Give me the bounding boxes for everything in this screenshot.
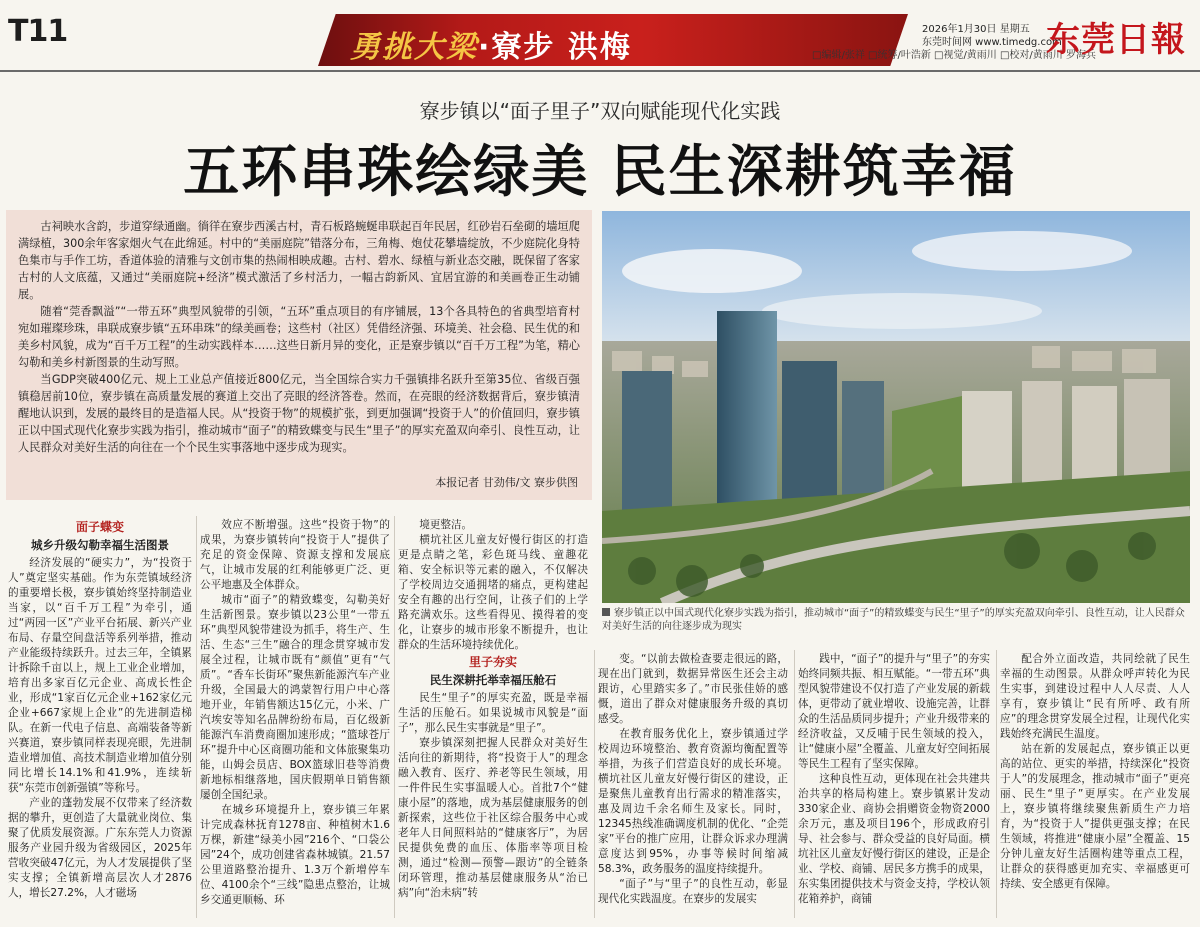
aerial-city-illustration xyxy=(602,211,1190,603)
body-paragraph: “面子”与“里子”的良性互动，彰显现代化实践温度。在寮步的发展实 xyxy=(598,878,788,905)
page-number: T11 xyxy=(8,14,68,49)
section-subheading-mianzi: 城乡升级勾勒幸福生活图景 xyxy=(31,538,169,552)
body-paragraph: 在城乡环境提升上，寮步镇三年累计完成森林抚育1278亩、种植树木1.6万棵，新建“绿美小园”216个、“口袋公园”24个，成功创建省森林城镇。21.57公里道路整治提升、1.3万个新增停车位、4100余个“三线”隐患点整治，让城乡交通更顺畅、环 xyxy=(200,804,390,906)
body-paragraph: 产业的蓬勃发展不仅带来了经济数据的攀升，更创造了大量就业岗位、集聚了优质发展资源。广东东莞人力资源服务产业园升级为省级园区，2025年营收突破47亿元，为人才发展提供了坚实支撑；全镇新增高层次人才2876人，增长27.2%，人才磁场 xyxy=(8,797,192,899)
body-paragraph: 横坑社区儿童友好慢行街区的打造更是点睛之笔，彩色斑马线、童趣花箱、安全标识等元素的融入，不仅解决了学校周边交通拥堵的痛点，更构建起安全有趣的出行空间，让孩子们的上学路充满欢乐。这些看得见、摸得着的变化，让寮步的城市形象不断提升，也让群众的生活环境持续优化。 xyxy=(398,534,588,651)
lead-text xyxy=(18,218,580,456)
aerial-city-photo xyxy=(602,211,1190,603)
column-divider xyxy=(594,650,595,918)
body-paragraph: 站在新的发展起点，寮步镇正以更高的站位、更实的举措，持续深化“投资于人”的发展理念，推动城市“面子”更亮丽、民生“里子”更厚实。在产业发展上，寮步镇将继续聚焦新质生产力培育，为“投资于人”提供更强支撑；在民生领域，将推进“健康小屋”全覆盖、15分钟儿童友好生活圈构建等重点工程，让群众的获得感更加充实、幸福感更可持续、安全感更有保障。 xyxy=(1000,743,1190,890)
body-column-3 xyxy=(398,518,588,920)
caption-marker-icon xyxy=(602,608,610,616)
body-paragraph: 践中，“面子”的提升与“里子”的夯实始终同频共振、相互赋能。“一带五环”典型风貌带建设不仅打造了产业发展的新载体，更带动了就业增收、设施完善，让群众的生活品质同步提升；产业升级带来的经济收益，又反哺于民生领域的投入，让“健康小屋”全覆盖、儿童友好空间拓展等民生工程有了坚实保障。 xyxy=(798,653,990,770)
body-paragraph: 境更整洁。 xyxy=(419,519,473,531)
header-divider xyxy=(0,70,1200,72)
section-subheading-lizi: 民生深耕托举幸福压舱石 xyxy=(429,673,557,687)
column-divider xyxy=(996,650,997,918)
body-paragraph: 效应不断增强。这些“投资于物”的成果，为寮步镇转向“投资于人”提供了充足的资金保障、资源支撑和发展底气，让城市发展的红利能够更广泛、更公平地惠及全体群众。 xyxy=(200,519,390,591)
body-paragraph: 配合外立面改造，共同绘就了民生幸福的生动图景。从群众呼声转化为民生实事，到建设过程中人人尽责、人人享有，寮步镇让“民有所呼、政有所应”的理念贯穿发展全过程，让现代化实践始终充满民生温度。 xyxy=(1000,653,1190,740)
column-divider xyxy=(196,516,197,918)
section-title xyxy=(350,22,632,66)
article-headline: 五环串珠绘绿美 民生深耕筑幸福 xyxy=(183,139,1017,205)
body-paragraph: 民生“里子”的厚实充盈，既是幸福生活的压舱石。如果说城市风貌是“面子”，那么民生实事就是“里子”。 xyxy=(398,692,588,734)
body-column-6 xyxy=(1000,652,1190,920)
article-subtitle: 寮步镇以“面子里子”双向赋能现代化实践 xyxy=(419,99,781,123)
lead-paragraph: 随着“莞香飘溢”“一带五环”典型风貌带的引领，“五环”重点项目的有序铺展，13个各具特色的省典型培育村宛如璀璨珍珠，串联成寮步镇“五环串珠”的绿美画卷；这些村（社区）凭借经济强、环境美、社会稳、民生优的和美乡村风貌，成为“百千万工程”的生动实践样本……这些日新月异的变化，正是寮步镇以“百千万工程”为笔，精心勾勒和美乡村新图景的生动写照。 xyxy=(18,305,580,369)
newspaper-masthead-logo: 东莞日報 xyxy=(1046,20,1186,60)
section-heading-mianzi: 面子蝶变 xyxy=(75,520,124,534)
column-divider xyxy=(794,650,795,918)
website-url[interactable]: 东莞时间网 www.timedg.com xyxy=(922,37,1062,48)
body-column-4 xyxy=(598,652,788,920)
section-title-accent: 勇挑大梁 xyxy=(350,30,478,65)
caption-text: 寮步镇正以中国式现代化寮步实践为指引，推动城市“面子”的精致蝶变与民生“里子”的厚实充盈双向牵引、良性互动，让人民群众对美好生活的向往逐步成为现实 xyxy=(602,608,1185,632)
lead-box xyxy=(6,210,592,500)
page-header xyxy=(0,0,1200,72)
body-paragraph: 经济发展的“硬实力”，为“投资于人”奠定坚实基础。作为东莞镇域经济的重要增长极，寮步镇始终坚持制造业当家，以“百千万工程”为牵引，通过“两园一区”产业平台拓展、新兴产业布局、存量空间盘活等系列举措，推动产业能级持续跃升。过去三年，全镇累计拆除千亩以上，规上工业企业增加，培育出多家百亿元企业、高成长性企业，形成“1家百亿元企业+162家亿元企业+667家规上企业”的先进制造梯队。在新一代电子信息、高端装备等新兴赛道，寮步镇同样表现亮眼，先进制造业增加值、高技术制造业增加值分别同比增长14.1%和41.9%，连续斩获“东莞市创新强镇”等称号。 xyxy=(8,557,192,794)
section-title-towns: ·寮步 洪梅 xyxy=(478,30,632,65)
body-paragraph: 寮步镇深刻把握人民群众对美好生活向往的新期待，将“投资于人”的理念融入教育、医疗、养老等民生领域，用一件件民生实事温暖人心。首批7个“健康小屋”的落地，成为基层健康服务的创新探索，这些位于社区综合服务中心或老年人日间照料站的“健康客厅”，为居民提供免费的血压、体脂率等项目检测，通过“检测—预警—跟访”的全链条闭环管理，推动基层健康服务从“治已病”向“治未病”转 xyxy=(398,737,588,899)
byline: 本报记者 甘劲伟/文 寮步供图 xyxy=(435,476,578,489)
body-paragraph: 城市“面子”的精致蝶变，勾勒美好生活新图景。寮步镇以23公里“一带五环”典型风貌带建设为抓手，将生产、生活、生态“三生”融合的理念贯穿城市发展全过程，让城市既有“颜值”更有“气质”。“香车长街环”聚焦新能源汽车产业升级，全国最大的鸿蒙智行用户中心落地开业，年销售额达15亿元，小米、广汽埃安等知名品牌纷纷布局，百亿级新能源汽车消费商圈加速形成；“篮球苍厅环”提升中心区商圈功能和文体旅聚集功能，山姆会员店、BOX篮球旧巷等消费新地标相继落地，国庆假期单日销售额屡创全国纪录。 xyxy=(200,594,390,801)
photo-caption xyxy=(602,607,1190,633)
lead-paragraph: 古祠映水含韵，步道穿绿通幽。徜徉在寮步西溪古村，青石板路蜿蜒串联起百年民居，红砂岩石垒砌的墙垣爬满绿植，300余年客家烟火气在此绵延。村中的“美丽庭院”错落分布，三角梅、炮仗花攀墙绽放，不少庭院化身特色集市与手作工坊，香道体验的清雅与文创市集的热闹相映成趣。古村、碧水、绿植与新业态交融，既保留了客家古村的人文底蕴，又通过“美丽庭院+经济”模式激活了乡村活力，一幅古韵新风、宜居宜游的和美画卷正生动铺展。 xyxy=(18,220,580,301)
lead-paragraph: 当GDP突破400亿元、规上工业总产值接近800亿元，当全国综合实力千强镇排名跃升至第35位、省级百强镇稳居前10位，寮步镇在高质量发展的赛道上交出了亮眼的经济答卷。然而，在亮眼的经济数据背后，寮步镇清醒地认识到，发展的最终目的是造福人民。从“投资于物”的规模扩张，到更加强调“投资于人”的价值回归，寮步镇正以中国式现代化寮步实践为指引，推动城市“面子”的精致蝶变与民生“里子”的厚实充盈双向牵引、良性互动，让人民群众对美好生活的向往在一个个民生实事落地中逐步成为现实。 xyxy=(18,373,580,454)
column-divider xyxy=(394,516,395,918)
body-paragraph: 在教育服务优化上，寮步镇通过学校周边环境整治、教育资源均衡配置等举措，为孩子们营造良好的成长环境。横坑社区儿童友好慢行街区的建设，正是聚焦儿童教育出行需求的精准落实，惠及周边千余名师生及家长。同时，12345热线准确调度机制的优化、“企莞家”平台的推广应用，让群众诉求办理满意度达到95%，办事等候时间缩减58.3%，政务服务的温度持续提升。 xyxy=(598,728,788,875)
section-heading-lizi: 里子夯实 xyxy=(468,655,517,669)
editor-credits: □编辑/张祥 □统筹/叶浩新 □视觉/黄雨川 □校对/黄雨川 罗海兵 xyxy=(812,50,1096,61)
issue-date: 2026年1月30日 星期五 xyxy=(922,24,1030,35)
body-column-1 xyxy=(8,518,192,920)
body-column-2 xyxy=(200,518,390,920)
body-paragraph: 这种良性互动，更体现在社会共建共治共享的格局构建上。寮步镇累计发动330家企业、商协会捐赠资金物资2000余万元，惠及项目196个，形成政府引导、社会参与、群众受益的良好局面。横坑社区儿童友好慢行街区的建设，正是企业、学校、商铺、居民多方携手的成果，东实集团提供技术与资金支持，学校认领花箱养护，商铺 xyxy=(798,773,990,905)
body-column-5 xyxy=(798,652,990,920)
body-paragraph: 变。“以前去做检查要走很远的路，现在出门就到，数据异常医生还会主动跟访，心里踏实多了。”市民张佳娇的感慨，道出了群众对健康服务升级的真切感受。 xyxy=(598,653,788,725)
